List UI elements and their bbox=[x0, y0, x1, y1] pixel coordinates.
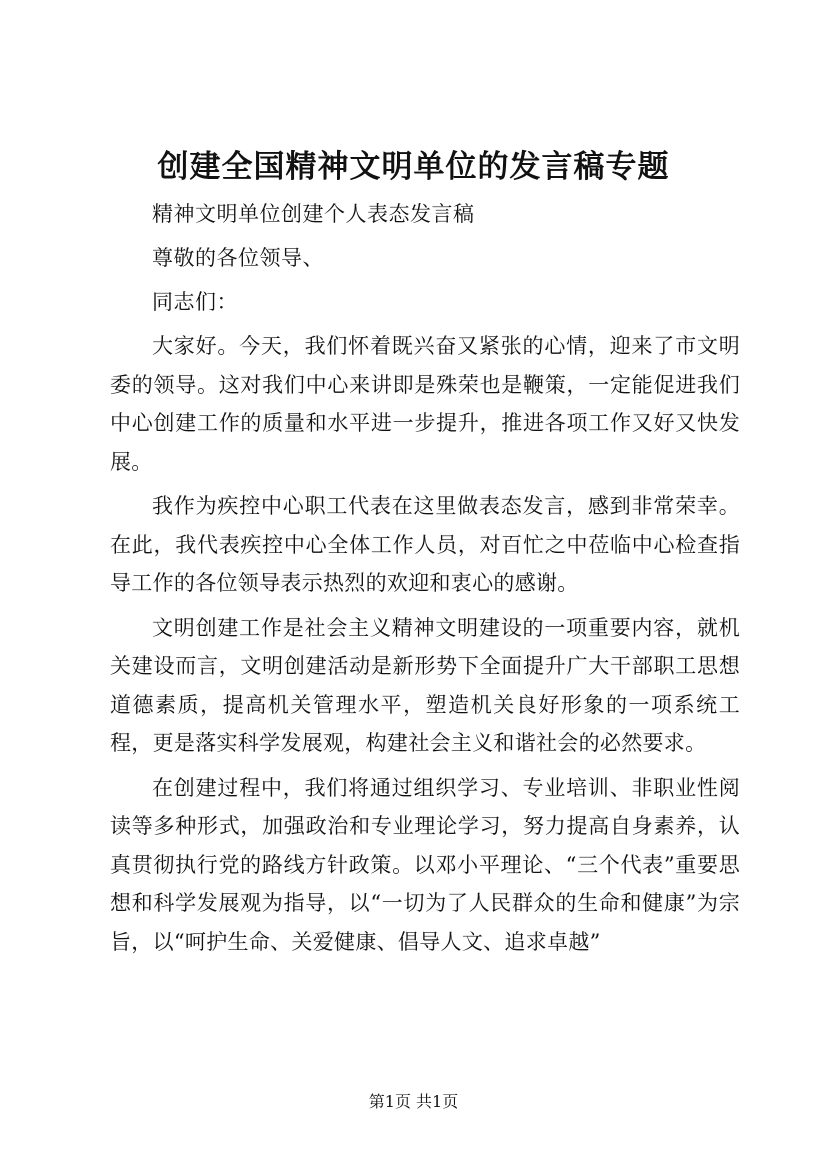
salutation-line-2: 同志们： bbox=[152, 290, 238, 314]
paragraph-3: 文明创建工作是社会主义精神文明建设的一项重要内容，就机关建设而言，文明创建活动是新形势下全面提升广大干部职工思想道德素质，提高机关管理水平，塑造机关良好形象的一项系统工程，更是落实科学发展观，构建社会主义和谐社会的必然要求。 bbox=[110, 615, 740, 755]
document-body bbox=[110, 195, 740, 961]
paragraph-4: 在创建过程中，我们将通过组织学习、专业培训、非职业性阅读等多种形式，加强政治和专业理论学习，努力提高自身素养，认真贯彻执行党的路线方针政策。以邓小平理论、“三个代表”重要思想和科学发展观为指导，以“一切为了人民群众的生命和健康”为宗旨，以“呵护生命、关爱健康、倡导人文、追求卓越” bbox=[110, 775, 740, 954]
paragraph-1: 大家好。今天，我们怀着既兴奋又紧张的心情，迎来了市文明委的领导。这对我们中心来讲即是殊荣也是鞭策，一定能促进我们中心创建工作的质量和水平进一步提升，推进各项工作又好又快发展。 bbox=[110, 334, 740, 474]
salutation-line-1: 尊敬的各位领导、 bbox=[152, 246, 324, 270]
paragraph-2: 我作为疾控中心职工代表在这里做表态发言，感到非常荣幸。在此，我代表疾控中心全体工作人员，对百忙之中莅临中心检查指导工作的各位领导表示热烈的欢迎和衷心的感谢。 bbox=[110, 494, 740, 595]
document-title: 创建全国精神文明单位的发言稿专题 bbox=[157, 149, 670, 185]
document-subtitle: 精神文明单位创建个人表态发言稿 bbox=[152, 202, 475, 226]
page-footer: 第1页 共1页 bbox=[368, 1092, 459, 1111]
